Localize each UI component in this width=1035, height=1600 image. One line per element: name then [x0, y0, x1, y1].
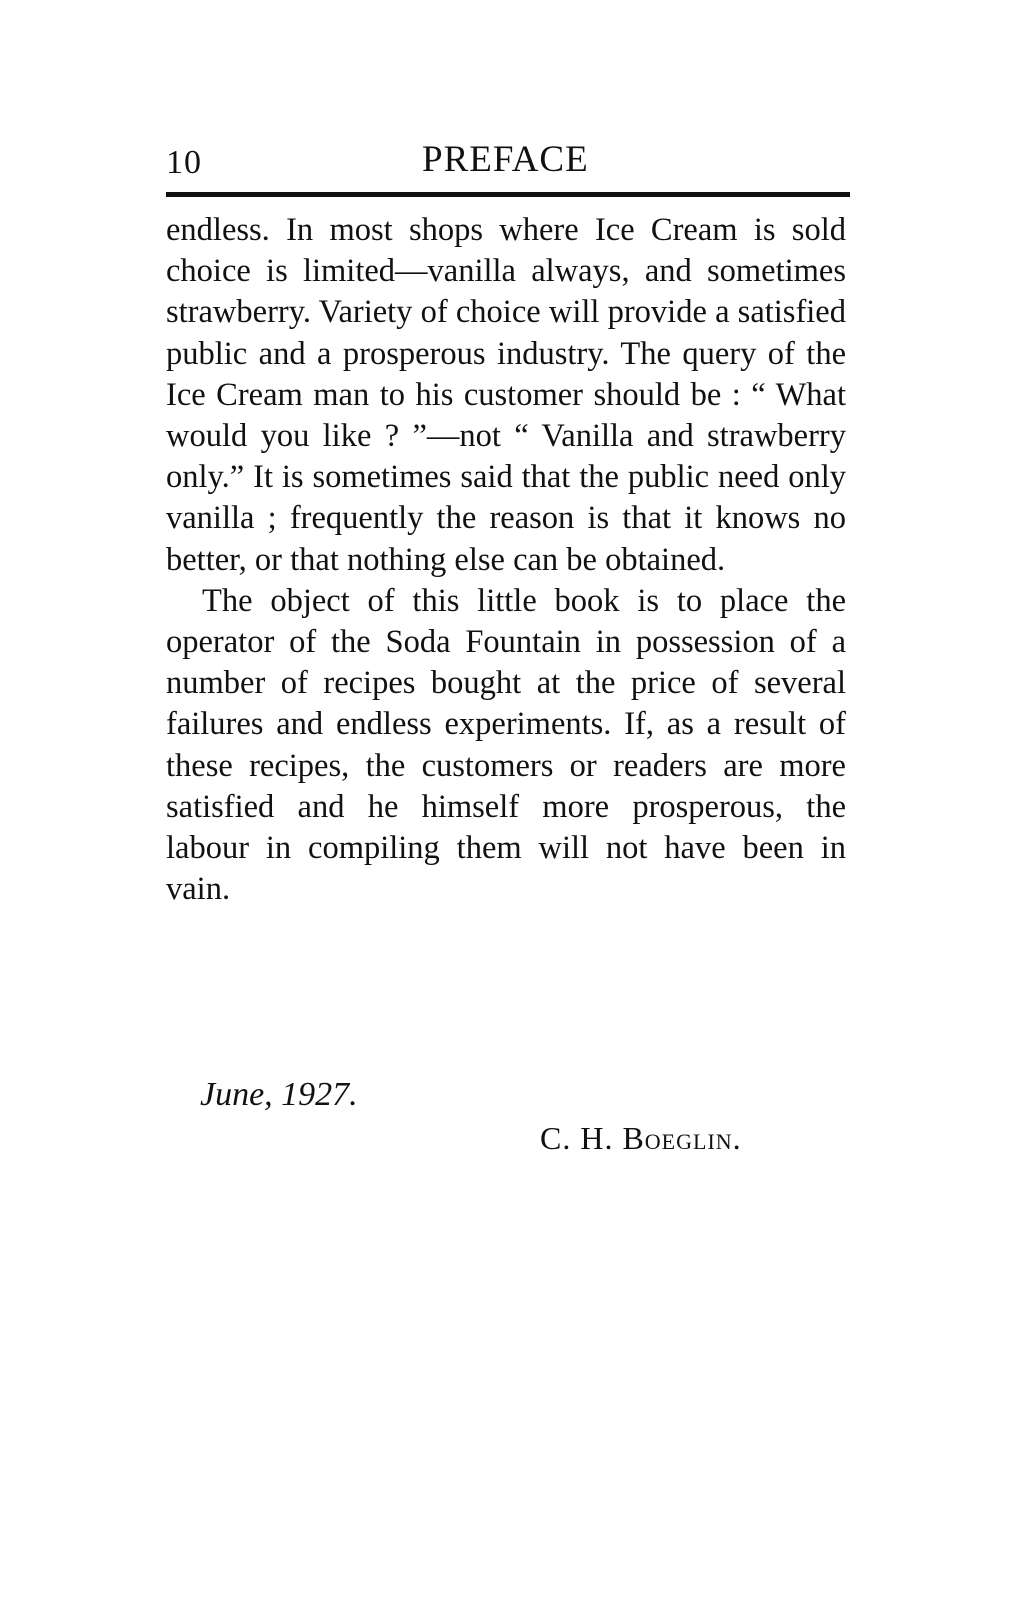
header-rule [166, 192, 850, 197]
running-head [166, 138, 850, 188]
author-signature: C. H. Boeglin. [540, 1120, 742, 1156]
page-title: PREFACE [422, 139, 589, 180]
paragraph-2: The object of this little book is to place the operator of the Soda Fountain in possession of a number of recipes bought at the price of several failures and endless experiments. If, as a result of these recipes, the customers or readers are more satisfied and he himself more prosperous, the labour in compiling them will not have been in vain. [166, 582, 846, 908]
preface-body [166, 210, 846, 910]
paragraph-1: endless. In most shops where Ice Cream is sold choice is limited—vanilla always, and sometimes strawberry. Variety of choice will provide a satisfied public and a prosperous industry. The query of the Ice Cream man to his customer should be : “ What would you like ? ”—not “ Vanilla and strawberry only.” It is sometimes said that the public need only vanilla ; frequently the reason is that it knows no better, or that nothing else can be obtained. [166, 212, 846, 578]
date-line: June, 1927. [200, 1076, 358, 1113]
page-number: 10 [166, 144, 202, 181]
